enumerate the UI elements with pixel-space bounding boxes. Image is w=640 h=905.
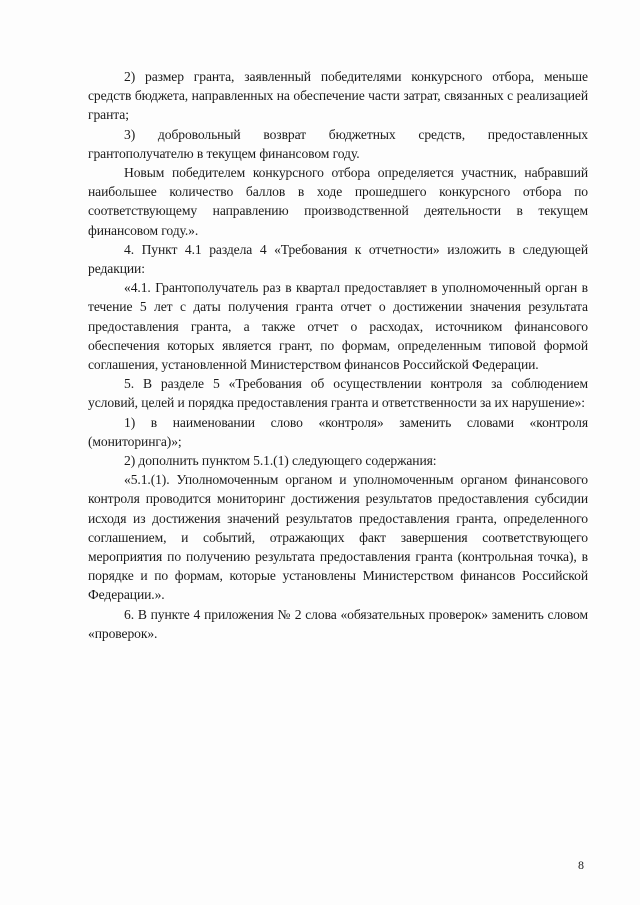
paragraph-new-winner: Новым победителем конкурсного отбора определяется участник, набравший наибольшее количество баллов в ходе прошедшего конкурсного отбора по соответствующему направлению производственной деятельности в текущем финансовом году.».	[88, 165, 588, 238]
paragraph-voluntary-return: 3) добровольный возврат бюджетных средств, предоставленных грантополучателю в текущем финансовом году.	[88, 126, 588, 161]
paragraph-item-5: 5. В разделе 5 «Требования об осуществлении контроля за соблюдением условий, целей и порядка предоставления гранта и ответственности за их нарушение»:	[88, 376, 588, 411]
paragraph-clause-4-1: «4.1. Грантополучатель раз в квартал предоставляет в уполномоченный орган в течение 5 лет с даты получения гранта отчет о достижении значения результата предоставления гранта, а также отчет о расходах, источником финансового обеспечения которых является грант, по формам, определенным типовой формой соглашения, установленной Министерством финансов Российской Федерации.	[88, 280, 588, 373]
paragraph-subitem-1: 1) в наименовании слово «контроля» заменить словами «контроля (мониторинга)»;	[88, 414, 588, 449]
page-number: 8	[578, 858, 584, 872]
paragraph-item-6: 6. В пункте 4 приложения № 2 слова «обязательных проверок» заменить словом «проверок».	[88, 606, 588, 641]
document-body	[88, 67, 588, 643]
paragraph-clause-5-1-1: «5.1.(1). Уполномоченным органом и уполномоченным органом финансового контроля проводится мониторинг достижения результатов предоставления субсидии исходя из достижения значений результатов предоставления гранта, определенного соглашением, и событий, отражающих факт завершения соответствующего мероприятия по получению результата предоставления гранта (контрольная точка), в порядке и по формам, которые установлены Министерством финансов Российской Федерации.».	[88, 472, 588, 603]
paragraph-grant-size: 2) размер гранта, заявленный победителями конкурсного отбора, меньше средств бюджета, направленных на обеспечение части затрат, связанных с реализацией гранта;	[88, 69, 588, 123]
paragraph-item-4: 4. Пункт 4.1 раздела 4 «Требования к отчетности» изложить в следующей редакции:	[88, 241, 588, 277]
paragraph-subitem-2: 2) дополнить пунктом 5.1.(1) следующего содержания:	[124, 453, 437, 469]
